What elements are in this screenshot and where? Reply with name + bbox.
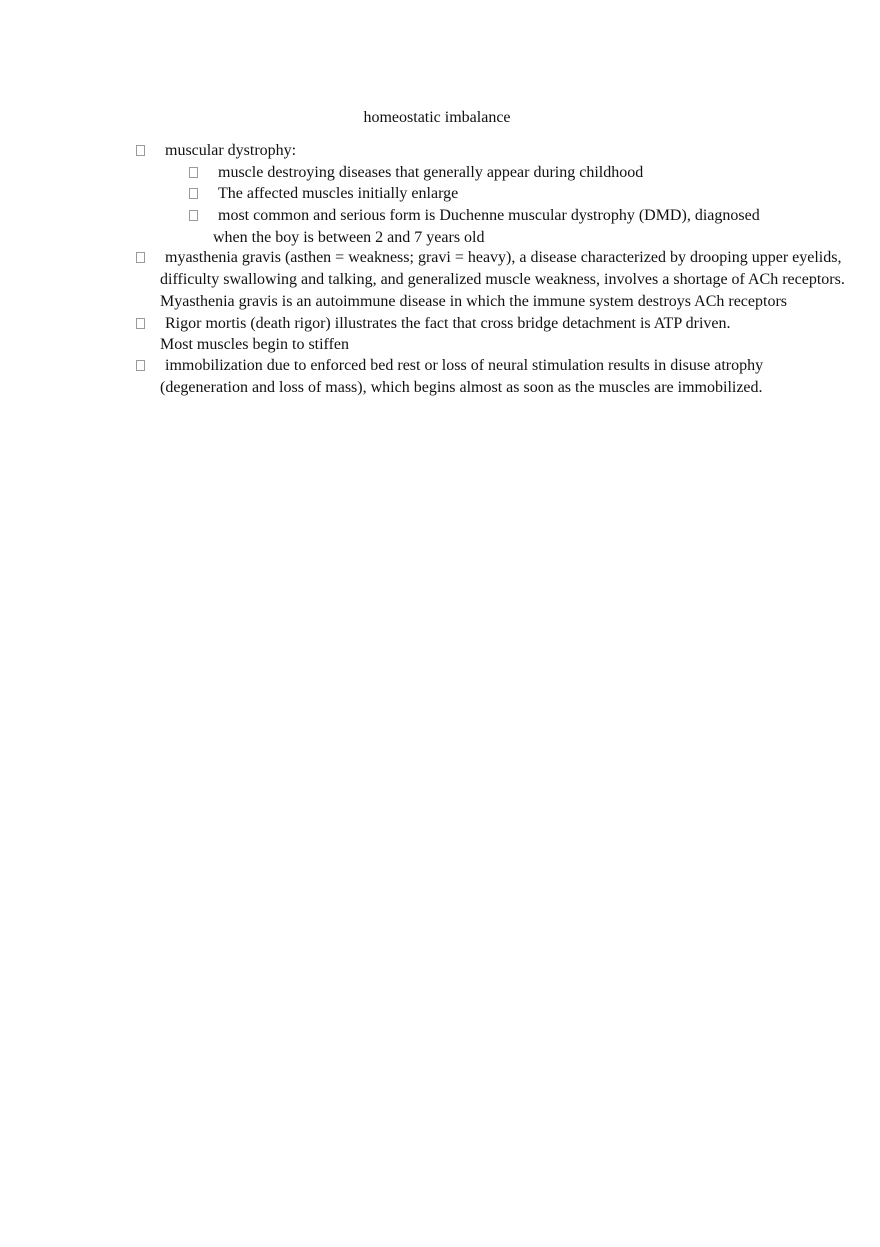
subitem-affected-muscles: The affected muscles initially enlarge <box>218 185 459 202</box>
bullet-icon <box>136 252 145 263</box>
page-title: homeostatic imbalance <box>363 109 511 126</box>
item-myasthenia-line-1: myasthenia gravis (asthen = weakness; gravi = heavy), a disease characterized by drooping upper eyelids, <box>165 249 842 266</box>
item-immobilization-line-2: (degeneration and loss of mass), which begins almost as soon as the muscles are immobilized. <box>160 379 763 396</box>
subitem-duchenne-continuation: when the boy is between 2 and 7 years old <box>213 229 485 246</box>
bullet-icon <box>136 318 145 329</box>
sub-bullet-icon <box>189 167 198 178</box>
subitem-muscle-destroying: muscle destroying diseases that generally appear during childhood <box>218 164 644 181</box>
bullet-icon <box>136 145 145 156</box>
sub-bullet-icon <box>189 210 198 221</box>
item-rigor-line-2: Most muscles begin to stiffen <box>160 336 350 353</box>
item-immobilization-line-1: immobilization due to enforced bed rest or loss of neural stimulation results in disuse atrophy <box>165 357 764 374</box>
bullet-icon <box>136 360 145 371</box>
item-rigor-line-1: Rigor mortis (death rigor) illustrates the fact that cross bridge detachment is ATP driven. <box>165 315 731 332</box>
subitem-duchenne: most common and serious form is Duchenne muscular dystrophy (DMD), diagnosed <box>218 207 760 224</box>
item-myasthenia-line-3: Myasthenia gravis is an autoimmune disease in which the immune system destroys ACh receptors <box>160 293 787 310</box>
sub-bullet-icon <box>189 188 198 199</box>
item-muscular-dystrophy-heading: muscular dystrophy: <box>165 142 297 159</box>
item-myasthenia-line-2: difficulty swallowing and talking, and generalized muscle weakness, involves a shortage of ACh receptors. <box>160 271 845 288</box>
